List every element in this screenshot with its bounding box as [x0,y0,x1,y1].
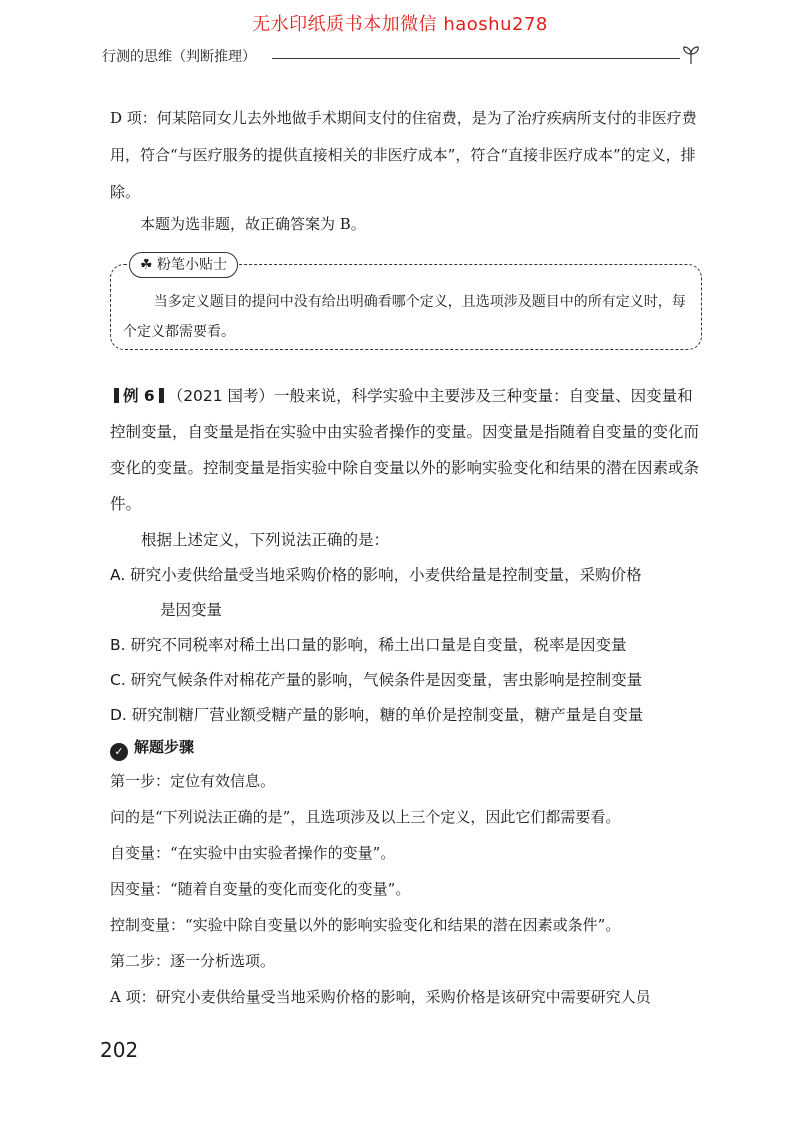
solution-line: 第一步：定位有效信息。 [110,772,276,790]
solution-heading-text: 解题步骤 [134,738,195,756]
example-marker-right [159,388,164,403]
solution-line: A 项：研究小麦供给量受当地采购价格的影响，采购价格是该研究中需要研究人员 [110,988,651,1006]
solution-icon: ✓ [110,743,128,761]
solution-line: 问的是“下列说法正确的是”，且选项涉及以上三个定义，因此它们都需要看。 [110,808,621,826]
solution-heading [110,733,194,761]
running-header [102,44,702,68]
tip-label [129,252,238,278]
option-a: A. 研究小麦供给量受当地采购价格的影响，小麦供给量是控制变量，采购价格 [110,566,642,584]
solution-line: 自变量：“在实验中由实验者操作的变量”。 [110,844,396,862]
watermark-text: 无水印纸质书本加微信 haoshu278 [252,14,548,35]
solution-line: 第二步：逐一分析选项。 [110,952,276,970]
tip-box [110,257,702,350]
header-rule [272,58,680,59]
running-head-title: 行测的思维（判断推理） [102,46,262,66]
answer-paragraph: 本题为选非题，故正确答案为 B。 [140,215,366,233]
solution-line: 因变量：“随着自变量的变化而变化的变量”。 [110,880,411,898]
example-question: 根据上述定义，下列说法正确的是： [141,531,390,549]
option-a-continued: 是因变量 [160,601,223,619]
example-stem-text: 一般来说，科学实验中主要涉及三种变量：自变量、因变量和控制变量，自变量是指在实验中由实验者操作的变量。因变量是指随着自变量的变化而变化的变量。控制变量是指实验中除自变量以外的影响实验变化和结果的潜在因素或条件。 [110,387,700,513]
page-number: 202 [100,1038,139,1062]
sprout-icon: ☘ [140,257,153,273]
example-tag: 例 6 [123,387,155,405]
example-stem [110,378,708,522]
tip-text: 当多定义题目的提问中没有给出明确看哪个定义，且选项涉及题目中的所有定义时，每个定义都需要看。 [123,294,686,340]
example-marker-left [114,388,119,403]
solution-line: 控制变量：“实验中除自变量以外的影响实验变化和结果的潜在因素或条件”。 [110,916,621,934]
option-c: C. 研究气候条件对棉花产量的影响，气候条件是因变量，害虫影响是控制变量 [110,671,643,689]
example-source: （2021 国考） [167,387,275,405]
d-item-paragraph: D 项：何某陪同女儿去外地做手术期间支付的住宿费，是为了治疗疾病所支付的非医疗费用，符合“与医疗服务的提供直接相关的非医疗成本”，符合“直接非医疗成本”的定义，排除。 [110,109,697,201]
option-b: B. 研究不同税率对稀土出口量的影响，稀土出口量是自变量，税率是因变量 [110,636,627,654]
sprout-icon [680,44,702,66]
tip-label-text: 粉笔小贴士 [157,257,228,273]
option-d: D. 研究制糖厂营业额受糖产量的影响，糖的单价是控制变量，糖产量是自变量 [110,706,644,724]
